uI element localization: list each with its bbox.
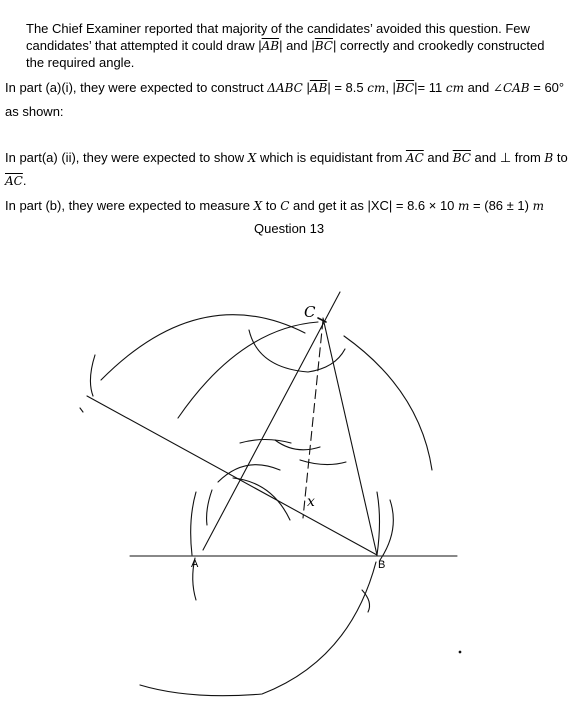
label-a: A <box>191 558 199 570</box>
arc-right-upper <box>344 336 432 470</box>
intro-text-a: candidates’ that attempted it could draw | <box>26 38 262 53</box>
unit-m: m <box>458 199 470 213</box>
segment-ac: $\overline{AC}$ <box>405 151 424 165</box>
arc-a-small <box>207 490 212 525</box>
segment-ab: $\overline{AB}$ <box>309 81 328 95</box>
segment-ac: $\overline{AC}$ <box>5 174 23 188</box>
point-c: C <box>280 199 290 213</box>
part-a-ii-text: to <box>553 150 568 165</box>
point-x: X <box>247 151 257 165</box>
part-a-ii-text: . <box>22 173 27 188</box>
arc-upper <box>178 322 318 418</box>
intro-text-b: | and | <box>279 38 315 53</box>
part-a-i-text: In part (a)(i), they were expected to construct <box>5 80 268 95</box>
arc-mid-1 <box>240 440 291 444</box>
arc-b-right <box>380 500 393 560</box>
label-b: B <box>378 559 386 571</box>
point-b: B <box>544 151 554 165</box>
part-b-text: and get it as |XC| = 8.6 × 10 <box>289 198 459 213</box>
part-a-i-line-2: as shown: <box>5 104 64 119</box>
bisector-line <box>303 320 323 518</box>
arc-a-left <box>191 492 196 555</box>
arc-mid-3 <box>300 460 346 465</box>
part-a-i-text: , | <box>385 80 396 95</box>
arc-bottom <box>140 562 376 696</box>
unit-cm: cm <box>367 81 386 95</box>
triangle-abc: ΔABC <box>267 81 303 95</box>
part-a-i-text: | = 8.5 <box>327 80 368 95</box>
part-a-i-text: and <box>463 80 493 95</box>
segment-bc: $\overline{BC}$ <box>452 151 471 165</box>
segment-bc: $\overline{BC}$ <box>395 81 415 95</box>
part-a-ii-text: which is equidistant from <box>256 150 406 165</box>
question-title: Question 13 <box>254 221 325 236</box>
perpendicular-line <box>87 396 377 555</box>
intro-text-c: | correctly and crookedly constructed <box>332 38 545 53</box>
label-c: C <box>304 303 316 321</box>
arc-tick <box>80 408 83 412</box>
unit-cm: cm <box>445 81 464 95</box>
part-a-i-text: | <box>302 80 310 95</box>
part-a-ii-text: In part(a) (ii), they were expected to show <box>5 150 248 165</box>
part-b-text: to <box>262 198 281 213</box>
part-a-i-text: = 60° <box>529 80 565 95</box>
arc-left <box>90 355 95 396</box>
line-ac <box>203 292 340 550</box>
part-b-text: = (86 ± 1) <box>469 198 533 213</box>
part-a-ii-text: and <box>423 150 453 165</box>
point-x: X <box>253 199 263 213</box>
segment-bc: $\overline{BC}$ <box>314 39 333 53</box>
segment-ab: $\overline{AB}$ <box>261 39 280 53</box>
label-x: x <box>307 494 315 510</box>
intro-line-3: the required angle. <box>26 55 135 70</box>
stray-mark <box>459 651 461 653</box>
angle-cab: ∠CAB <box>492 81 530 95</box>
intro-line-1: The Chief Examiner reported that majority of the candidates’ avoided this question. Few <box>26 21 530 36</box>
part-a-i-text: |= 11 <box>414 80 446 95</box>
part-a-ii-text: and ⊥ from <box>470 150 545 165</box>
part-b-text: In part (b), they were expected to measure <box>5 198 254 213</box>
arc-a-right <box>233 478 290 520</box>
line-bc <box>323 318 377 555</box>
arc-b-upper <box>377 492 380 555</box>
unit-m: m <box>532 199 544 213</box>
arc-top-left <box>101 315 305 380</box>
